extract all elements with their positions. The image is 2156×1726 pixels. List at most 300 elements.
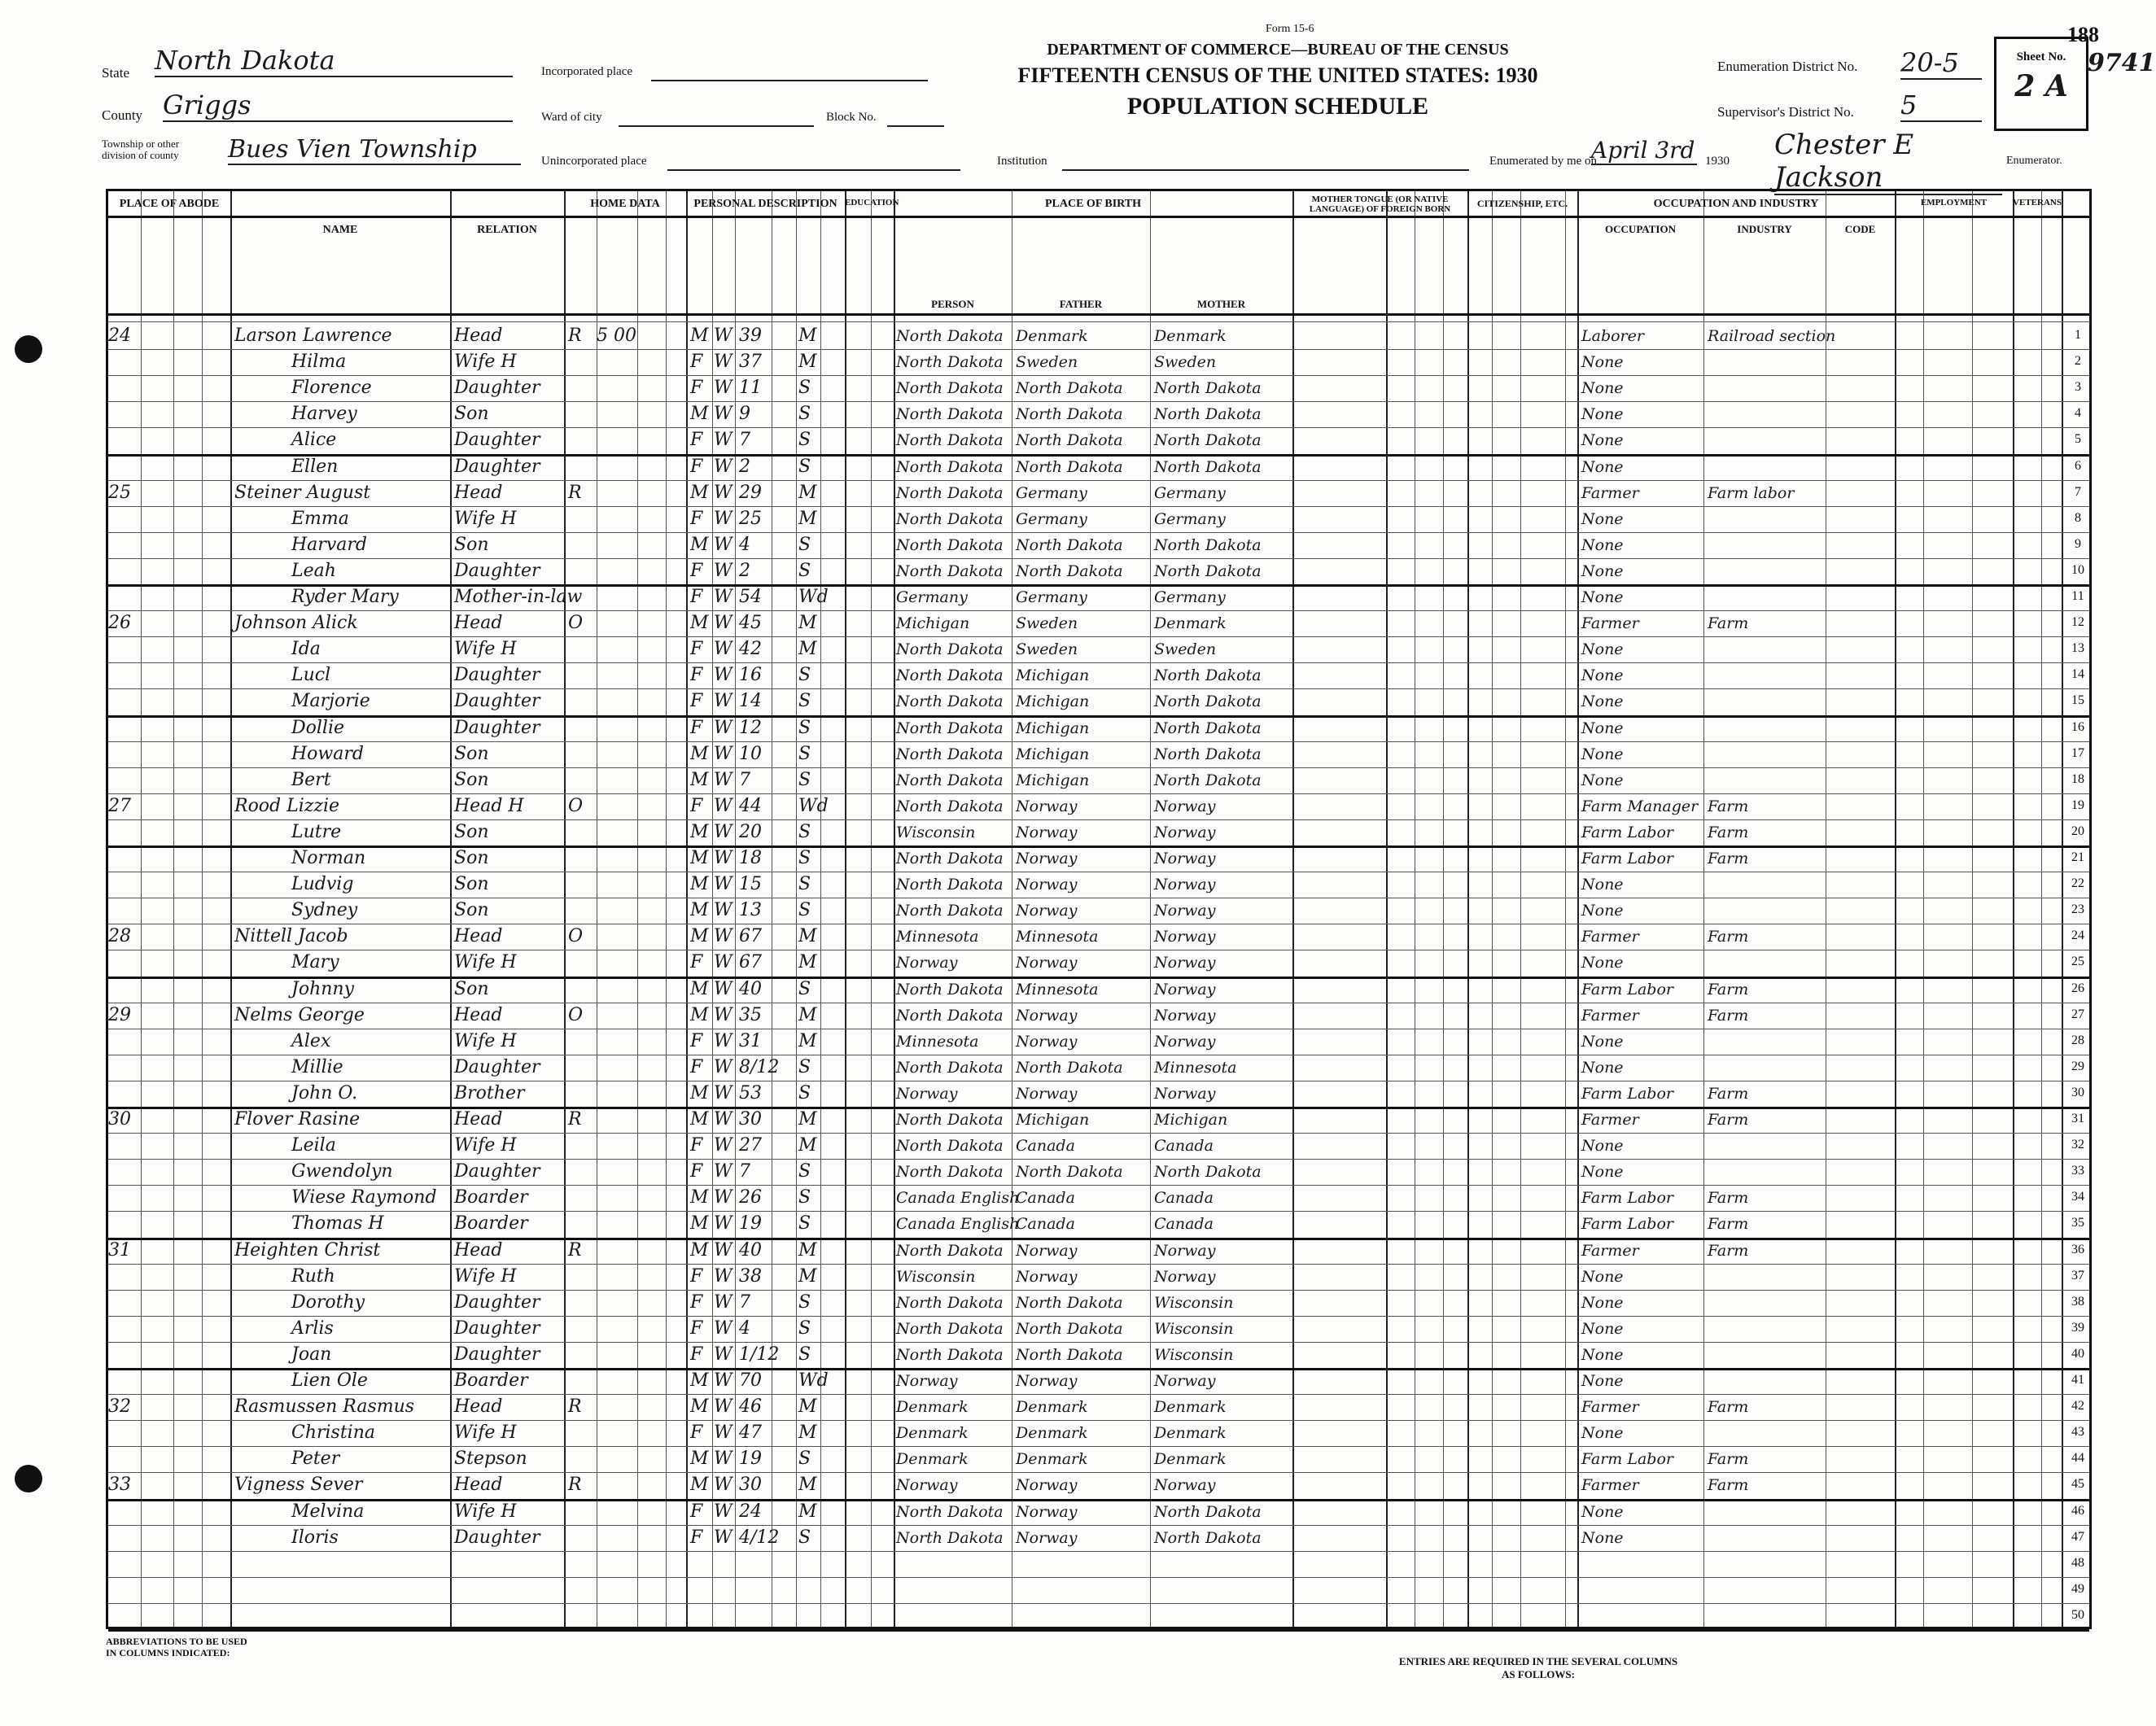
line-number: 37 — [2071, 1268, 2084, 1282]
line-number: 8 — [2075, 510, 2081, 525]
relation: Daughter — [454, 1056, 540, 1077]
birthplace-person: North Dakota — [896, 876, 1004, 894]
birthplace-father: North Dakota — [1016, 1293, 1123, 1312]
home-tenure: R — [568, 326, 582, 346]
line-number: 47 — [2071, 1529, 2084, 1544]
person-name: Harvard — [291, 534, 367, 555]
birthplace-mother: Denmark — [1154, 1450, 1227, 1469]
birthplace-mother: North Dakota — [1154, 1502, 1262, 1521]
birthplace-person: North Dakota — [896, 1137, 1004, 1156]
race: W — [714, 430, 733, 451]
birthplace-mother: Canada — [1154, 1189, 1214, 1208]
home-tenure: R — [568, 1396, 582, 1418]
sex: F — [690, 352, 703, 373]
birthplace-person: North Dakota — [896, 666, 1004, 685]
occupation: None — [1581, 1424, 1624, 1443]
race: W — [714, 326, 733, 346]
marital-status: S — [798, 1056, 811, 1077]
person-name: Leila — [291, 1135, 336, 1156]
birthplace-mother: Denmark — [1154, 1398, 1227, 1417]
age: 4 — [739, 1317, 750, 1339]
person-name: Alice — [291, 430, 337, 451]
sex: F — [690, 1317, 703, 1339]
birthplace-mother: North Dakota — [1154, 405, 1262, 424]
dwelling-number: 24 — [108, 326, 131, 346]
dwelling-number: 30 — [108, 1109, 131, 1130]
dwelling-number: 26 — [108, 613, 131, 634]
relation: Wife H — [454, 1501, 517, 1522]
occupation: Farm Labor — [1581, 1189, 1673, 1208]
birthplace-person: North Dakota — [896, 902, 1004, 920]
age: 19 — [739, 1213, 762, 1234]
marital-status: S — [798, 1161, 811, 1182]
relation: Wife H — [454, 1135, 517, 1156]
birthplace-person: North Dakota — [896, 850, 1004, 867]
person-name: Ludvig — [291, 874, 354, 895]
race: W — [714, 848, 733, 868]
occupation: None — [1581, 902, 1624, 920]
industry: Farm — [1708, 928, 1749, 946]
sex: M — [690, 1239, 709, 1261]
line-number: 25 — [2071, 955, 2084, 969]
birthplace-person: North Dakota — [896, 457, 1004, 476]
relation: Wife H — [454, 508, 517, 529]
birthplace-father: Sweden — [1016, 640, 1078, 659]
age: 15 — [739, 874, 762, 895]
enumerator-signature: Chester E Jackson — [1774, 129, 2002, 195]
person-name: Rasmussen Rasmus — [234, 1396, 415, 1418]
age: 39 — [739, 326, 762, 346]
sex: F — [690, 1056, 703, 1077]
birthplace-person: North Dakota — [896, 693, 1004, 711]
sex: M — [690, 1475, 709, 1496]
birthplace-father: Norway — [1016, 823, 1078, 841]
marital-status: S — [798, 1344, 811, 1365]
birthplace-father: Germany — [1016, 588, 1087, 606]
sex: M — [690, 848, 709, 868]
line-number: 14 — [2071, 667, 2084, 682]
sex: F — [690, 456, 703, 477]
line-number: 44 — [2071, 1451, 2084, 1466]
relation: Head — [454, 926, 503, 947]
birthplace-mother: Norway — [1154, 1372, 1216, 1390]
birthplace-mother: North Dakota — [1154, 719, 1262, 737]
marital-status: Wd — [798, 587, 829, 607]
birthplace-father: Norway — [1016, 954, 1078, 972]
home-value: 5 00 — [597, 326, 636, 346]
birthplace-mother: Norway — [1154, 1476, 1216, 1495]
age: 20 — [739, 821, 762, 842]
person-name: Nelms George — [234, 1004, 365, 1025]
birthplace-father: North Dakota — [1016, 405, 1123, 424]
dwelling-number: 25 — [108, 482, 131, 503]
relation: Boarder — [454, 1370, 528, 1391]
age: 35 — [739, 1004, 762, 1025]
marital-status: M — [798, 1422, 817, 1444]
occupation: Farm Manager — [1581, 797, 1699, 815]
age: 13 — [739, 900, 762, 921]
colhead-occupation: OCCUPATION — [1605, 223, 1676, 235]
age: 1/12 — [739, 1344, 780, 1365]
sex: M — [690, 1109, 709, 1130]
entries-title: ENTRIES ARE REQUIRED IN THE SEVERAL COLUMNS AS FOLLOWS: — [1398, 1655, 1678, 1680]
age: 26 — [739, 1187, 762, 1208]
sex: F — [690, 1135, 703, 1156]
marital-status: M — [798, 952, 817, 973]
line-number: 4 — [2075, 406, 2081, 421]
marital-status: S — [798, 691, 811, 712]
line-number: 31 — [2071, 1112, 2084, 1125]
birthplace-person: Denmark — [896, 1424, 969, 1443]
birthplace-father: Canada — [1016, 1189, 1075, 1208]
birthplace-person: Canada English — [896, 1189, 1020, 1208]
relation: Daughter — [454, 691, 540, 712]
home-tenure: R — [568, 1109, 582, 1130]
marital-status: Wd — [798, 1370, 829, 1391]
birthplace-mother: Norway — [1154, 797, 1216, 815]
person-name: Nittell Jacob — [234, 926, 348, 947]
person-name: Rood Lizzie — [234, 795, 340, 816]
marital-status: S — [798, 717, 811, 738]
age: 10 — [739, 743, 762, 764]
township-value: Bues Vien Township — [228, 135, 521, 165]
occupation: Farm Labor — [1581, 1215, 1673, 1234]
industry: Farm — [1708, 1398, 1749, 1417]
person-name: Bert — [291, 769, 331, 790]
relation: Head — [454, 1004, 503, 1025]
industry: Farm — [1708, 850, 1749, 867]
age: 25 — [739, 508, 762, 529]
birthplace-father: Norway — [1016, 797, 1078, 815]
group-employment: EMPLOYMENT — [1920, 198, 1988, 208]
birthplace-mother: Norway — [1154, 980, 1216, 998]
home-tenure: R — [568, 1239, 582, 1261]
race: W — [714, 1449, 733, 1470]
birthplace-father: Norway — [1016, 1267, 1078, 1286]
marital-status: S — [798, 456, 811, 477]
birthplace-person: North Dakota — [896, 1163, 1004, 1182]
race: W — [714, 1056, 733, 1077]
occupation: None — [1581, 588, 1624, 606]
marital-status: S — [798, 560, 811, 581]
birthplace-mother: Germany — [1154, 483, 1226, 502]
marital-status: S — [798, 900, 811, 921]
industry: Farm — [1708, 1189, 1749, 1208]
line-number: 11 — [2071, 589, 2084, 603]
relation: Daughter — [454, 378, 540, 399]
sd-label: Supervisor's District No. — [1717, 104, 1854, 120]
industry: Farm — [1708, 1476, 1749, 1495]
age: 9 — [739, 404, 750, 425]
birthplace-person: Norway — [896, 1084, 958, 1103]
industry: Farm — [1708, 1084, 1749, 1103]
group-abode: PLACE OF ABODE — [119, 198, 220, 210]
sex: M — [690, 1449, 709, 1470]
birthplace-father: Sweden — [1016, 614, 1078, 633]
birthplace-mother: Norway — [1154, 876, 1216, 894]
marital-status: S — [798, 978, 811, 999]
marital-status: S — [798, 1449, 811, 1470]
sheet-box — [1994, 37, 2088, 131]
birthplace-mother: Norway — [1154, 1267, 1216, 1286]
birthplace-mother: Wisconsin — [1154, 1345, 1234, 1364]
person-name: Alex — [291, 1030, 331, 1051]
line-number: 20 — [2071, 824, 2084, 838]
relation: Son — [454, 821, 489, 842]
relation: Daughter — [454, 430, 540, 451]
age: 8/12 — [739, 1056, 780, 1077]
person-name: Thomas H — [291, 1213, 384, 1234]
group-occupation: OCCUPATION AND INDUSTRY — [1653, 198, 1819, 210]
marital-status: S — [798, 404, 811, 425]
sex: F — [690, 639, 703, 660]
industry: Farm — [1708, 797, 1749, 815]
ward-label: Ward of city — [541, 111, 602, 124]
birthplace-father: Germany — [1016, 483, 1087, 502]
birthplace-father: Michigan — [1016, 666, 1090, 685]
marital-status: M — [798, 1004, 817, 1025]
birthplace-mother: North Dakota — [1154, 457, 1262, 476]
race: W — [714, 1239, 733, 1261]
line-number: 19 — [2071, 797, 2084, 812]
industry: Railroad section — [1708, 327, 1836, 345]
sex: M — [690, 404, 709, 425]
sex: M — [690, 1187, 709, 1208]
ed-value: 20-5 — [1900, 47, 1982, 80]
group-education: EDUCATION — [845, 198, 899, 208]
birthplace-father: Minnesota — [1016, 980, 1099, 998]
relation: Daughter — [454, 1527, 540, 1548]
race: W — [714, 378, 733, 399]
person-name: Christina — [291, 1422, 376, 1444]
line-number: 15 — [2071, 693, 2084, 708]
sex: F — [690, 378, 703, 399]
occupation: None — [1581, 535, 1624, 554]
sex: F — [690, 691, 703, 712]
institution-value — [1062, 153, 1469, 171]
occupation: Laborer — [1581, 327, 1644, 345]
marital-status: S — [798, 1317, 811, 1339]
occupation: None — [1581, 1502, 1624, 1521]
line-number: 42 — [2071, 1399, 2084, 1414]
relation: Son — [454, 404, 489, 425]
occupation: None — [1581, 379, 1624, 398]
birthplace-father: Norway — [1016, 1032, 1078, 1051]
form-number: Form 15-6 — [1266, 23, 1314, 35]
relation: Daughter — [454, 1317, 540, 1339]
line-number: 21 — [2071, 850, 2084, 864]
race: W — [714, 1213, 733, 1234]
colhead-father: FATHER — [1059, 298, 1103, 310]
race: W — [714, 587, 733, 607]
birthplace-father: Norway — [1016, 902, 1078, 920]
line-number: 33 — [2071, 1164, 2084, 1178]
birthplace-mother: Denmark — [1154, 327, 1227, 345]
line-number: 23 — [2071, 902, 2084, 917]
race: W — [714, 1396, 733, 1418]
age: 27 — [739, 1135, 762, 1156]
occupation: Farmer — [1581, 1241, 1639, 1260]
relation: Daughter — [454, 560, 540, 581]
race: W — [714, 1291, 733, 1313]
race: W — [714, 665, 733, 686]
marital-status: M — [798, 482, 817, 503]
person-name: Heighten Christ — [234, 1239, 381, 1261]
occupation: None — [1581, 1319, 1624, 1338]
age: 2 — [739, 560, 750, 581]
race: W — [714, 743, 733, 764]
age: 42 — [739, 639, 762, 660]
birthplace-father: Michigan — [1016, 745, 1090, 763]
birthplace-mother: North Dakota — [1154, 693, 1262, 711]
race: W — [714, 1135, 733, 1156]
sex: M — [690, 613, 709, 634]
person-name: Emma — [291, 508, 349, 529]
birthplace-person: North Dakota — [896, 561, 1004, 580]
person-name: Ida — [291, 639, 321, 660]
occupation: None — [1581, 1267, 1624, 1286]
age: 70 — [739, 1370, 762, 1391]
person-name: Norman — [291, 848, 366, 868]
race: W — [714, 508, 733, 529]
occupation: Farm Labor — [1581, 1450, 1673, 1469]
line-number: 5 — [2075, 432, 2081, 447]
birthplace-mother: North Dakota — [1154, 745, 1262, 763]
race: W — [714, 1422, 733, 1444]
colhead-mother: MOTHER — [1196, 298, 1246, 310]
birthplace-father: North Dakota — [1016, 561, 1123, 580]
line-number: 26 — [2071, 981, 2084, 995]
birthplace-father: Minnesota — [1016, 928, 1099, 946]
occupation: Farmer — [1581, 1111, 1639, 1129]
race: W — [714, 1109, 733, 1130]
race: W — [714, 717, 733, 738]
age: 18 — [739, 848, 762, 868]
race: W — [714, 978, 733, 999]
block-label: Block No. — [826, 111, 877, 124]
occupation: None — [1581, 954, 1624, 972]
line-number: 28 — [2071, 1033, 2084, 1047]
birthplace-father: Norway — [1016, 1241, 1078, 1260]
marital-status: M — [798, 1135, 817, 1156]
line-number: 13 — [2071, 641, 2084, 656]
relation: Son — [454, 743, 489, 764]
birthplace-father: North Dakota — [1016, 1163, 1123, 1182]
line-number: 43 — [2071, 1425, 2084, 1440]
birthplace-mother: Sweden — [1154, 640, 1217, 659]
sheet-corner-number: 188 — [2067, 23, 2099, 46]
ed-label: Enumeration District No. — [1717, 59, 1858, 74]
abbrev-title: ABBREVIATIONS TO BE USED IN COLUMNS INDICATED: — [106, 1636, 247, 1658]
age: 53 — [739, 1082, 762, 1103]
home-tenure: R — [568, 482, 582, 503]
age: 40 — [739, 978, 762, 999]
marital-status: S — [798, 743, 811, 764]
binder-hole-top — [15, 335, 42, 363]
relation: Head — [454, 1239, 503, 1261]
birthplace-person: North Dakota — [896, 379, 1004, 398]
marital-status: S — [798, 378, 811, 399]
incorporated-value — [651, 63, 928, 81]
person-name: Leah — [291, 560, 336, 581]
person-name: Joan — [291, 1344, 332, 1365]
marital-status: S — [798, 821, 811, 842]
birthplace-father: Michigan — [1016, 771, 1090, 789]
birthplace-mother: North Dakota — [1154, 561, 1262, 580]
person-name: Peter — [291, 1449, 340, 1470]
sd-value: 5 — [1900, 90, 1982, 122]
marital-status: S — [798, 1082, 811, 1103]
county-label: County — [102, 107, 143, 123]
line-number: 29 — [2071, 1059, 2084, 1073]
relation: Boarder — [454, 1213, 528, 1234]
birthplace-person: North Dakota — [896, 797, 1004, 815]
sex: F — [690, 1501, 703, 1522]
birthplace-mother: North Dakota — [1154, 535, 1262, 554]
birthplace-father: Norway — [1016, 1476, 1078, 1495]
enumerated-date: April 3rd — [1591, 137, 1697, 165]
age: 31 — [739, 1030, 762, 1051]
birthplace-father: Michigan — [1016, 719, 1090, 737]
line-number: 50 — [2071, 1607, 2084, 1622]
dwelling-number: 27 — [108, 795, 131, 816]
person-name: Hilma — [291, 352, 347, 373]
age: 44 — [739, 795, 762, 816]
birthplace-father: Denmark — [1016, 1398, 1088, 1417]
marital-status: M — [798, 926, 817, 947]
occupation: None — [1581, 666, 1624, 685]
person-name: Arlis — [291, 1317, 334, 1339]
birthplace-mother: Norway — [1154, 1006, 1216, 1025]
birthplace-person: Michigan — [896, 614, 970, 633]
birthplace-father: Michigan — [1016, 1111, 1090, 1129]
unincorporated-value — [667, 153, 960, 171]
relation: Son — [454, 848, 489, 868]
line-number: 16 — [2071, 719, 2084, 734]
race: W — [714, 874, 733, 895]
sheet-value: 2 A — [2014, 69, 2068, 103]
birthplace-father: Norway — [1016, 876, 1078, 894]
relation: Mother-in-law — [454, 587, 583, 607]
enumerated-year: 1930 — [1705, 155, 1730, 168]
occupation: None — [1581, 1032, 1624, 1051]
birthplace-father: Norway — [1016, 850, 1078, 867]
birthplace-father: Canada — [1016, 1215, 1075, 1234]
sex: M — [690, 1370, 709, 1391]
marital-status: M — [798, 1475, 817, 1496]
birthplace-person: North Dakota — [896, 509, 1004, 528]
birthplace-mother: Norway — [1154, 954, 1216, 972]
marital-status: M — [798, 1109, 817, 1130]
line-number: 39 — [2071, 1320, 2084, 1335]
occupation: None — [1581, 405, 1624, 424]
line-number: 6 — [2075, 458, 2081, 473]
person-name: John O. — [291, 1082, 358, 1103]
occupation: Farmer — [1581, 1398, 1639, 1417]
person-name: Lucl — [291, 665, 331, 686]
birthplace-mother: Norway — [1154, 1032, 1216, 1051]
birthplace-father: Denmark — [1016, 1424, 1088, 1443]
marital-status: S — [798, 769, 811, 790]
birthplace-person: North Dakota — [896, 745, 1004, 763]
line-number: 22 — [2071, 876, 2084, 891]
line-number: 1 — [2075, 328, 2081, 342]
person-name: Iloris — [291, 1527, 339, 1548]
birthplace-person: North Dakota — [896, 980, 1004, 998]
relation: Boarder — [454, 1187, 528, 1208]
age: 38 — [739, 1265, 762, 1287]
occupation: None — [1581, 640, 1624, 659]
